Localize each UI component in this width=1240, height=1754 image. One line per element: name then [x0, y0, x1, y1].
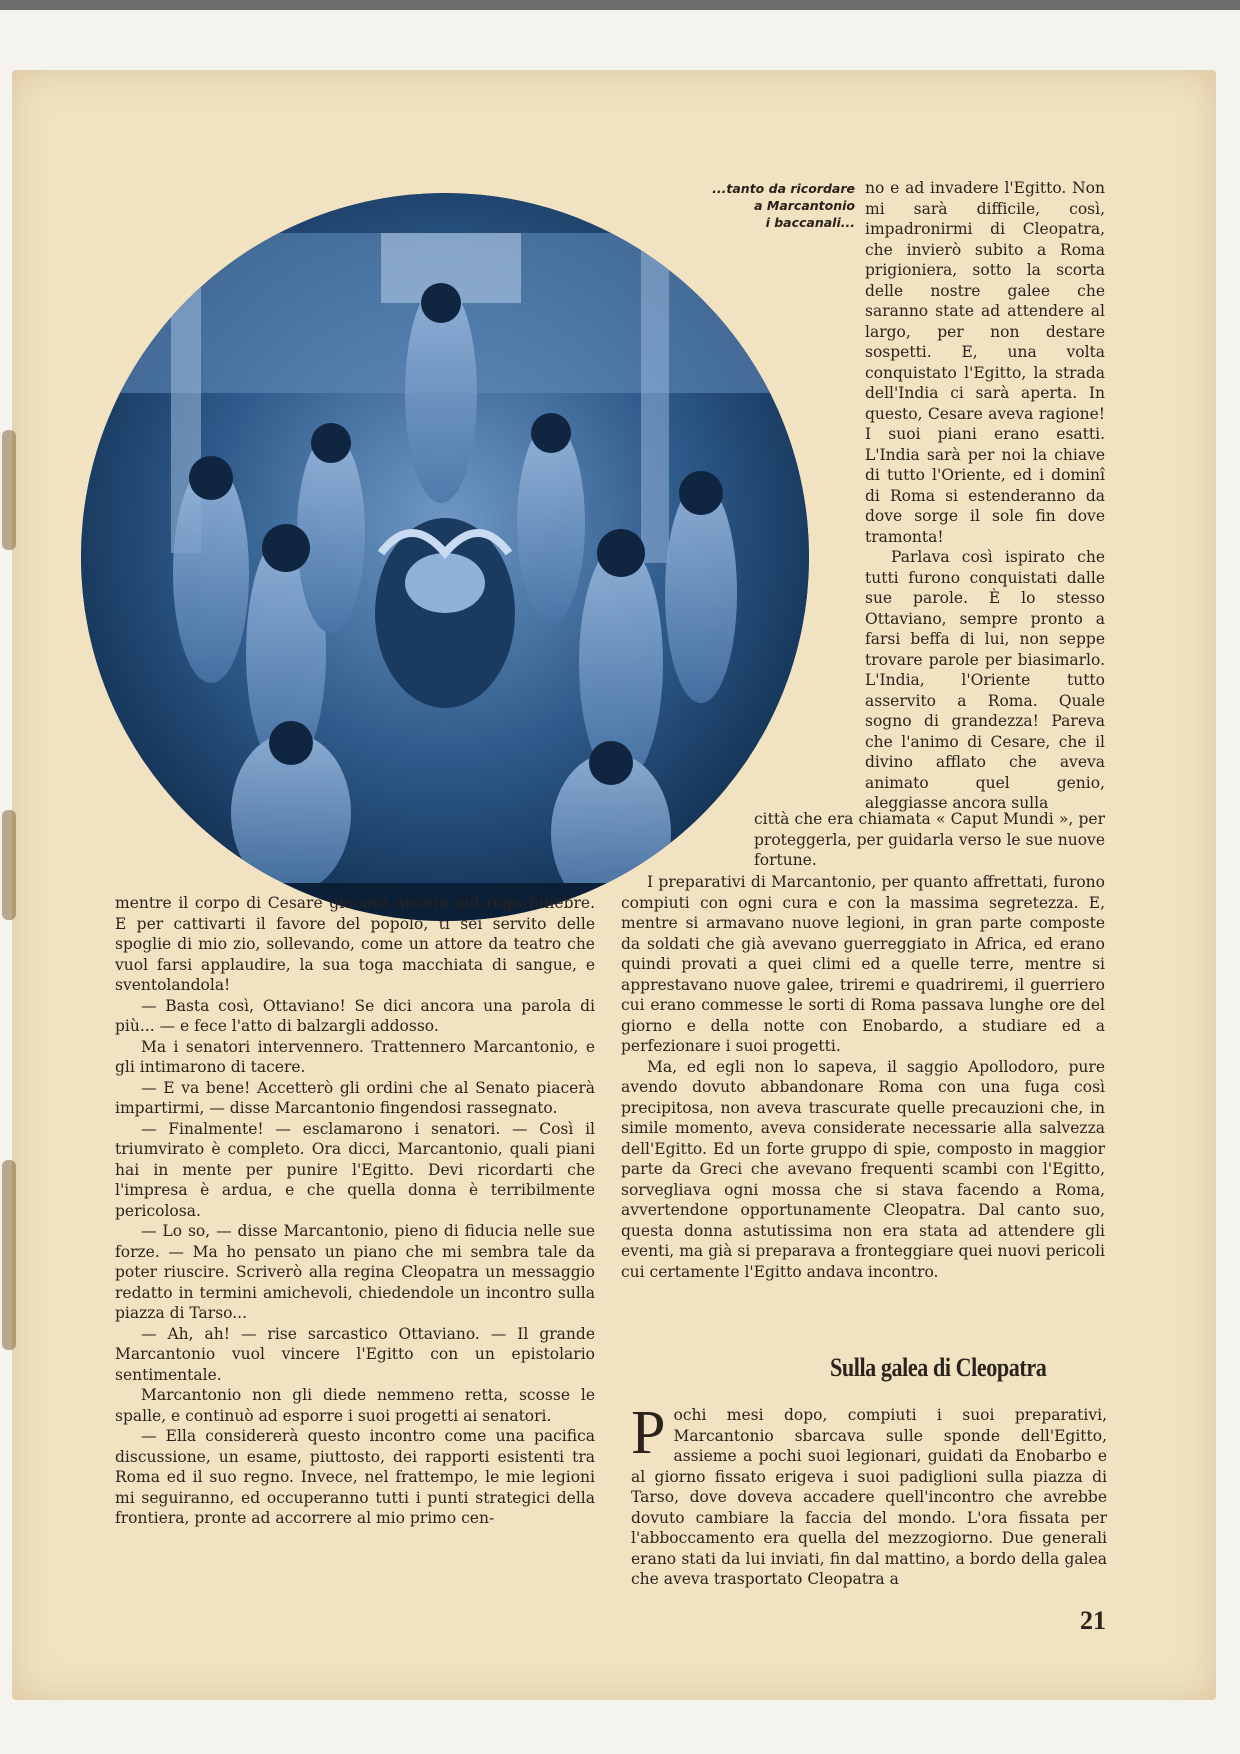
paragraph: città che era chiamata « Caput Mundi », per proteggerla, per guidarla verso le sue nuove fortune. — [754, 810, 1105, 869]
paragraph: — Basta così, Ottaviano! Se dici ancora una parola di più... — e fece l'atto di balzargli addosso. — [115, 996, 595, 1035]
section-heading: Sulla galea di Cleopatra — [830, 1353, 1047, 1382]
paragraph: — Ella considererà questo incontro come una pacifica discussione, un esame, piuttosto, dei rapporti esistenti tra Roma ed il suo regno. Invece, nel frattempo, le mie legioni mi seguiranno, ed occuperanno tutti i punti strategici della frontiera, pronte ad accorrere al mio primo cen- — [115, 1427, 595, 1527]
caption-line: a Marcantonio — [754, 198, 855, 213]
bottom-column — [631, 1399, 1107, 1590]
caption-line: i baccanali... — [765, 215, 855, 230]
paragraph: I preparativi di Marcantonio, per quanto affrettati, furono compiuti con ogni cura e con la massima segretezza. E, mentre si armavano nuove legioni, in gran parte composte da soldati che già avevano guerreggiato in Africa, ed erano quindi provati a quei climi ed a quelle terre, mentre si apprestavano nuove galee, triremi e quadriremi, il guerriero cui erano commesse le sorti di Roma passava lunghe ore del giorno e della notte con Enobardo, a studiare ed a perfezionare i suoi progetti. — [621, 873, 1105, 1055]
circular-film-still-photo — [81, 193, 809, 921]
page-number: 21 — [1080, 1606, 1106, 1635]
paragraph-text: ochi mesi dopo, compiuti i suoi preparativi, Marcantonio sbarcava sulle sponde dell'Egitto, assieme a pochi suoi legionari, guidati da Enobarbo e al giorno fissato erigeva i suoi padiglioni sulla piazza di Tarso, dove doveva accadere quell'incontro che avrebbe dovuto cambiare la faccia del mondo. L'ora fissata per l'abboccamento era quella del mezzogiorno. Due generali erano stati da lui inviati, fin dal mattino, a bordo della galea che aveva trasportato Cleopatra a — [631, 1406, 1107, 1588]
left-column — [115, 893, 595, 1529]
paragraph: Parlava così ispirato che tutti furono conquistati dalle sue parole. È lo stesso Ottaviano, sempre pronto a farsi beffa di lui, non seppe trovare parole per biasimarlo. L'India, l'Oriente tutto asservito a Roma. Quale sogno di grandezza! Pareva che l'animo di Cesare, che il divino afflato che aveva animato quel genio, aleggiasse ancora sulla — [865, 548, 1105, 812]
mid-column — [754, 809, 1105, 871]
top-right-column — [865, 178, 1105, 814]
scan-top-edge — [0, 0, 1240, 10]
paragraph — [631, 1399, 1107, 1590]
photo-caption — [680, 180, 855, 231]
paragraph: Marcantonio non gli diede nemmeno retta, scosse le spalle, e continuò ad esporre i suoi progetti ai senatori. — [115, 1386, 595, 1425]
page-edge-wear — [0, 70, 40, 1700]
drop-cap: P — [631, 1399, 666, 1467]
paragraph: — E va bene! Accetterò gli ordini che al Senato piacerà impartirmi, — disse Marcantonio fingendosi rassegnato. — [115, 1078, 595, 1117]
right-column — [621, 872, 1105, 1282]
paragraph: — Finalmente! — esclamarono i senatori. — Così il triumvirato è completo. Ora dicci, Marcantonio, quali piani hai in mente per punire l'Egitto. Devi ricordarti che l'impresa è ardua, e che quella donna è terribilmente pericolosa. — [115, 1119, 595, 1220]
paragraph: Ma, ed egli non lo sapeva, il saggio Apollodoro, pure avendo dovuto abbandonare Roma con una fuga così precipitosa, non aveva trascurate quelle precauzioni che, in simile momento, aveva considerate necessarie alla salvezza dell'Egitto. Ed un forte gruppo di spie, composto in maggior parte da Greci che avevano frequenti scambi con l'Egitto, sorvegliava ogni mossa che si stava facendo a Roma, avvertendone opportunamente Cleopatra. Dal canto suo, questa donna astutissima non era stata ad attendere gli eventi, ma già si preparava a fronteggiare quei nuovi pericoli cui certamente l'Egitto andava incontro. — [621, 1057, 1105, 1281]
cleopatra-film-still-icon — [81, 193, 809, 921]
paragraph: — Lo so, — disse Marcantonio, pieno di fiducia nelle sue forze. — Ma ho pensato un piano che mi sembra tale da poter riuscire. Scriverò alla regina Cleopatra un messaggio redatto in termini amichevoli, chiedendole un incontro sulla piazza di Tarso... — [115, 1222, 595, 1322]
paragraph: mentre il corpo di Cesare giaceva ancora sul rogo funebre. E per cattivarti il favore del popolo, ti sei servito delle spoglie di mio zio, sollevando, come un attore da teatro che vuol farsi applaudire, la sua toga macchiata di sangue, e sventolandola! — [115, 894, 595, 994]
paragraph: no e ad invadere l'Egitto. Non mi sarà difficile, così, impadronirmi di Cleopatra, che invierò subito a Roma prigioniera, sotto la scorta delle nostre galee che saranno state ad attendere al largo, per non destare sospetti. E, una volta conquistato l'Egitto, la strada dell'India ci sarà aperta. In questo, Cesare aveva ragione! I suoi piani erano esatti. L'India sarà per noi la chiave di tutto l'Oriente, ed i dominî di Roma si estenderanno da dove sorge il sole fin dove tramonta! — [865, 179, 1105, 546]
paragraph: Ma i senatori intervennero. Trattennero Marcantonio, e gli intimarono di tacere. — [115, 1037, 595, 1076]
paragraph: — Ah, ah! — rise sarcastico Ottaviano. — Il grande Marcantonio vuol vincere l'Egitto con un epistolario sentimentale. — [115, 1324, 595, 1384]
caption-line: ...tanto da ricordare — [712, 181, 855, 196]
